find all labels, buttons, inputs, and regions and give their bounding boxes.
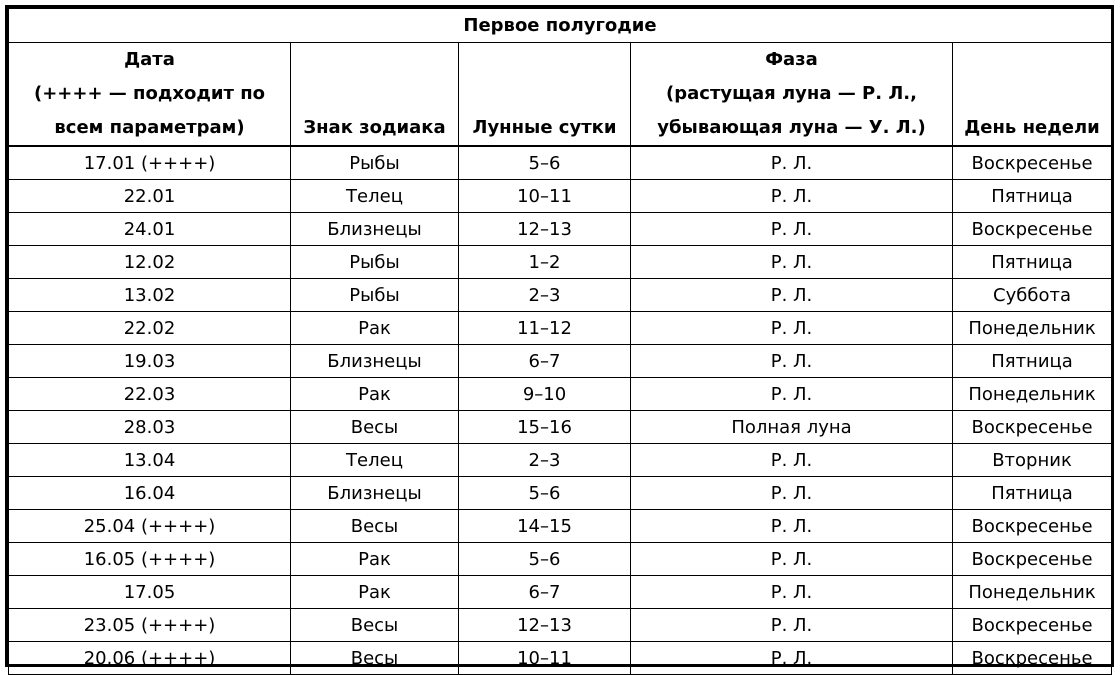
table-row xyxy=(9,510,1112,543)
cell-date: 28.03 xyxy=(9,411,291,444)
cell-weekday: Пятница xyxy=(953,246,1112,279)
cell-date: 16.05 (++++) xyxy=(9,543,291,576)
cell-lunar-days: 5–6 xyxy=(459,543,631,576)
cell-weekday: Воскресенье xyxy=(953,609,1112,642)
cell-lunar-days: 9–10 xyxy=(459,378,631,411)
cell-phase: Р. Л. xyxy=(631,576,953,609)
cell-phase: Р. Л. xyxy=(631,312,953,345)
cell-date: 23.05 (++++) xyxy=(9,609,291,642)
cell-weekday: Понедельник xyxy=(953,378,1112,411)
cell-lunar-days: 14–15 xyxy=(459,510,631,543)
header-date xyxy=(9,43,291,147)
cell-lunar-days: 10–11 xyxy=(459,180,631,213)
cell-weekday: Воскресенье xyxy=(953,510,1112,543)
cell-weekday: Воскресенье xyxy=(953,146,1112,180)
cell-phase: Р. Л. xyxy=(631,246,953,279)
cell-lunar-days: 5–6 xyxy=(459,477,631,510)
cell-phase: Р. Л. xyxy=(631,345,953,378)
cell-lunar-days: 5–6 xyxy=(459,146,631,180)
header-lunar-days: Лунные сутки xyxy=(459,43,631,147)
cell-lunar-days: 6–7 xyxy=(459,576,631,609)
header-zodiac: Знак зодиака xyxy=(291,43,459,147)
header-date-line-1: Дата xyxy=(124,49,175,70)
cell-zodiac: Рыбы xyxy=(291,279,459,312)
cell-phase: Р. Л. xyxy=(631,279,953,312)
cell-weekday: Воскресенье xyxy=(953,543,1112,576)
cell-weekday: Воскресенье xyxy=(953,642,1112,675)
table-title-row xyxy=(9,9,1112,43)
cell-lunar-days: 1–2 xyxy=(459,246,631,279)
table-row xyxy=(9,279,1112,312)
table-title: Первое полугодие xyxy=(9,9,1112,43)
cell-date: 20.06 (++++) xyxy=(9,642,291,675)
table-row xyxy=(9,411,1112,444)
cell-lunar-days: 12–13 xyxy=(459,609,631,642)
cell-lunar-days: 10–11 xyxy=(459,642,631,675)
header-phase-line-3: убывающая луна — У. Л.) xyxy=(657,117,926,138)
cell-date: 22.03 xyxy=(9,378,291,411)
cell-zodiac: Близнецы xyxy=(291,213,459,246)
cell-lunar-days: 15–16 xyxy=(459,411,631,444)
cell-date: 16.04 xyxy=(9,477,291,510)
cell-weekday: Вторник xyxy=(953,444,1112,477)
cell-date: 17.01 (++++) xyxy=(9,146,291,180)
cell-phase: Р. Л. xyxy=(631,213,953,246)
cell-weekday: Понедельник xyxy=(953,576,1112,609)
cell-weekday: Суббота xyxy=(953,279,1112,312)
cell-zodiac: Телец xyxy=(291,180,459,213)
cell-lunar-days: 2–3 xyxy=(459,444,631,477)
cell-phase: Р. Л. xyxy=(631,609,953,642)
cell-date: 22.02 xyxy=(9,312,291,345)
table-row xyxy=(9,146,1112,180)
table-row xyxy=(9,312,1112,345)
cell-zodiac: Весы xyxy=(291,609,459,642)
cell-date: 17.05 xyxy=(9,576,291,609)
cell-lunar-days: 2–3 xyxy=(459,279,631,312)
header-date-line-3: всем параметрам) xyxy=(54,117,245,138)
cell-date: 25.04 (++++) xyxy=(9,510,291,543)
cell-weekday: Пятница xyxy=(953,477,1112,510)
cell-weekday: Воскресенье xyxy=(953,213,1112,246)
cell-phase: Р. Л. xyxy=(631,510,953,543)
cell-zodiac: Рак xyxy=(291,378,459,411)
cell-phase: Р. Л. xyxy=(631,378,953,411)
table-row xyxy=(9,543,1112,576)
cell-phase: Р. Л. xyxy=(631,477,953,510)
lunar-calendar-table-frame xyxy=(5,5,1114,667)
cell-date: 13.02 xyxy=(9,279,291,312)
cell-lunar-days: 6–7 xyxy=(459,345,631,378)
table-row xyxy=(9,246,1112,279)
cell-phase: Р. Л. xyxy=(631,180,953,213)
cell-zodiac: Рак xyxy=(291,576,459,609)
table-row xyxy=(9,378,1112,411)
lunar-calendar-table xyxy=(8,8,1112,675)
cell-zodiac: Рыбы xyxy=(291,146,459,180)
cell-zodiac: Весы xyxy=(291,642,459,675)
table-body xyxy=(9,146,1112,675)
cell-lunar-days: 12–13 xyxy=(459,213,631,246)
cell-zodiac: Рак xyxy=(291,543,459,576)
cell-zodiac: Близнецы xyxy=(291,477,459,510)
table-row xyxy=(9,576,1112,609)
header-phase-line-2: (растущая луна — Р. Л., xyxy=(666,83,917,104)
cell-date: 19.03 xyxy=(9,345,291,378)
header-phase xyxy=(631,43,953,147)
cell-phase: Полная луна xyxy=(631,411,953,444)
header-phase-line-1: Фаза xyxy=(765,49,818,70)
cell-phase: Р. Л. xyxy=(631,146,953,180)
table-row xyxy=(9,180,1112,213)
cell-zodiac: Близнецы xyxy=(291,345,459,378)
cell-date: 12.02 xyxy=(9,246,291,279)
cell-zodiac: Весы xyxy=(291,411,459,444)
cell-phase: Р. Л. xyxy=(631,642,953,675)
table-header-row xyxy=(9,43,1112,147)
cell-zodiac: Весы xyxy=(291,510,459,543)
table-row xyxy=(9,642,1112,675)
cell-date: 22.01 xyxy=(9,180,291,213)
table-row xyxy=(9,213,1112,246)
table-row xyxy=(9,444,1112,477)
cell-zodiac: Рыбы xyxy=(291,246,459,279)
cell-date: 24.01 xyxy=(9,213,291,246)
cell-weekday: Пятница xyxy=(953,345,1112,378)
header-date-line-2: (++++ — подходит по xyxy=(33,83,266,104)
table-row xyxy=(9,345,1112,378)
cell-phase: Р. Л. xyxy=(631,444,953,477)
cell-zodiac: Телец xyxy=(291,444,459,477)
cell-zodiac: Рак xyxy=(291,312,459,345)
cell-phase: Р. Л. xyxy=(631,543,953,576)
cell-weekday: Воскресенье xyxy=(953,411,1112,444)
cell-weekday: Пятница xyxy=(953,180,1112,213)
cell-lunar-days: 11–12 xyxy=(459,312,631,345)
cell-date: 13.04 xyxy=(9,444,291,477)
header-weekday: День недели xyxy=(953,43,1112,147)
table-row xyxy=(9,609,1112,642)
table-row xyxy=(9,477,1112,510)
cell-weekday: Понедельник xyxy=(953,312,1112,345)
